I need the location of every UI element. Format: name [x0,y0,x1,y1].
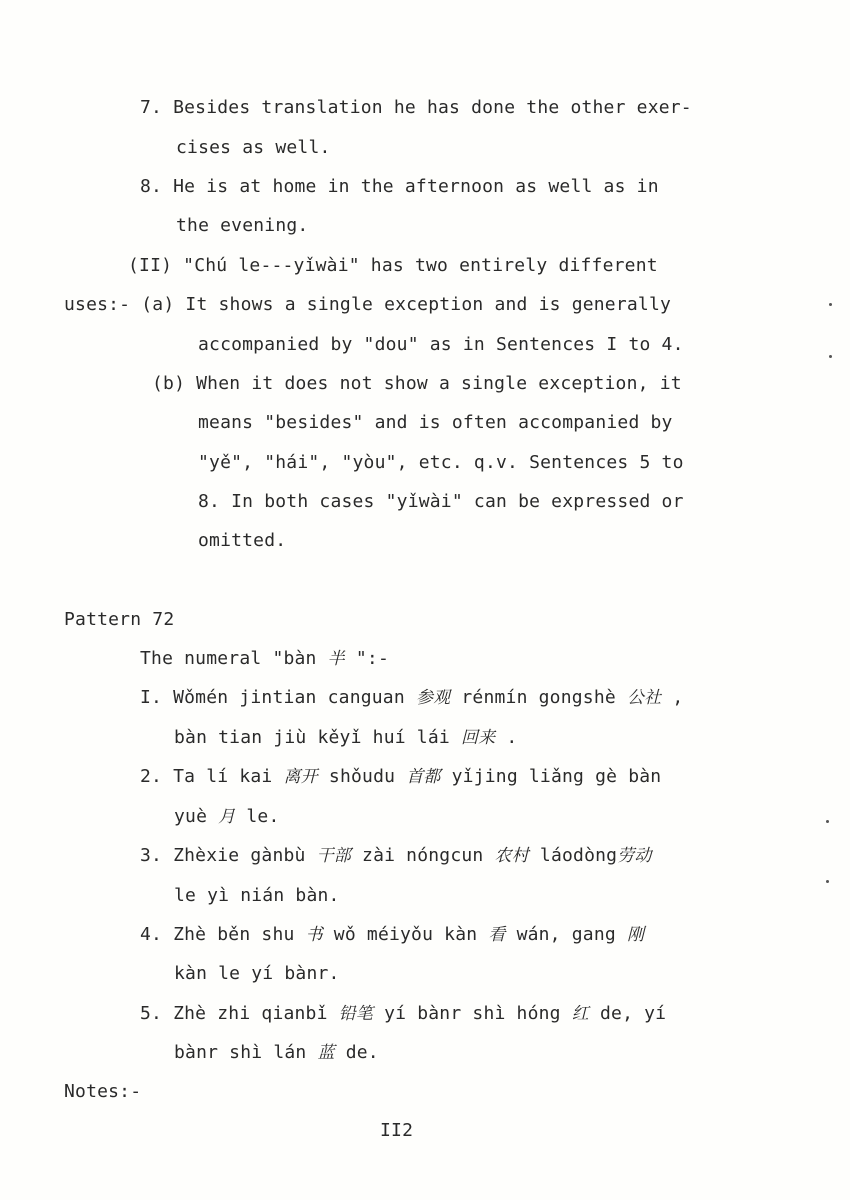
text-span: wǒ méiyǒu kàn [322,924,489,945]
text-span: bàn tian jiù kěyǐ huí lái [174,727,461,748]
text-span: yuè [174,806,219,827]
chinese-characters: 月 [218,807,236,827]
example-sentence-2 [140,765,661,789]
chinese-characters: 铅笔 [338,1004,374,1024]
text-span: 5. Zhè zhi qianbǐ [140,1003,339,1024]
example-sentence-5 [140,1002,666,1026]
text-span: The numeral "bàn [140,648,328,669]
text-span: de. [334,1042,379,1063]
text-span: wán, gang [505,924,627,945]
text-line: 7. Besides translation he has done the other exer- [140,97,692,118]
text-span: 2. Ta lí kai [140,766,284,787]
text-span: shǒudu [317,766,407,787]
example-sentence-1-cont [174,726,517,750]
example-sentence-1 [140,686,683,710]
scan-speck [829,303,832,306]
text-span: yí bànr shì hóng [373,1003,572,1024]
scan-speck [826,820,829,823]
text-line: "yě", "hái", "yòu", etc. q.v. Sentences 5 to [198,452,684,473]
text-span: yǐjing liǎng gè bàn [440,766,662,787]
text-line: (b) When it does not show a single exception, it [152,373,682,394]
text-line: the evening. [176,215,309,236]
chinese-characters: 刚 [626,925,645,945]
text-line: 8. In both cases "yǐwài" can be expressed or [198,491,684,512]
text-span: le. [235,806,280,827]
text-line: 8. He is at home in the afternoon as well as in [140,176,659,197]
example-sentence-4 [140,923,644,947]
text-line: uses:- (a) It shows a single exception and is generally [64,294,672,315]
text-span: de, yí [588,1003,667,1024]
chinese-characters: 书 [305,925,323,945]
chinese-characters: 半 [327,649,345,669]
text-line: means "besides" and is often accompanied by [198,412,673,433]
example-sentence-2-cont [174,805,280,829]
example-sentence-3-cont: le yì nián bàn. [174,885,340,906]
chinese-characters: 公社 [626,688,662,708]
notes-heading: Notes:- [64,1081,142,1102]
example-sentence-5-cont [174,1041,379,1065]
scan-speck [829,355,832,358]
text-span: bànr shì lán [174,1042,318,1063]
pattern-intro [140,647,389,671]
text-span: 4. Zhè běn shu [140,924,306,945]
chinese-characters: 参观 [415,688,451,708]
chinese-characters: 劳动 [617,846,652,866]
page-number: II2 [380,1120,414,1141]
text-span: láodòng [528,845,618,866]
pattern-heading: Pattern 72 [64,609,175,630]
scan-speck [826,880,829,883]
chinese-characters: 离开 [283,767,318,787]
chinese-characters: 干部 [316,846,351,866]
text-line: (II) "Chú le---yǐwài" has two entirely different [128,255,658,276]
chinese-characters: 蓝 [317,1043,335,1063]
text-line: accompanied by "dou" as in Sentences I to 4. [198,334,684,355]
example-sentence-4-cont: kàn le yí bànr. [174,963,340,984]
chinese-characters: 农村 [494,846,529,866]
text-line: omitted. [198,530,287,551]
text-line: cises as well. [176,137,331,158]
text-span: ":- [344,648,389,669]
text-span: I. Wǒmén jintian canguan [140,687,416,708]
text-span: , [661,687,684,708]
text-span: zài nóngcun [351,845,495,866]
text-span: rénmín gongshè [450,687,627,708]
chinese-characters: 看 [488,925,506,945]
text-span: . [495,727,518,748]
chinese-characters: 首都 [406,767,441,787]
chinese-characters: 回来 [460,728,496,748]
example-sentence-3 [140,844,652,868]
chinese-characters: 红 [571,1004,589,1024]
text-span: 3. Zhèxie gànbù [140,845,317,866]
